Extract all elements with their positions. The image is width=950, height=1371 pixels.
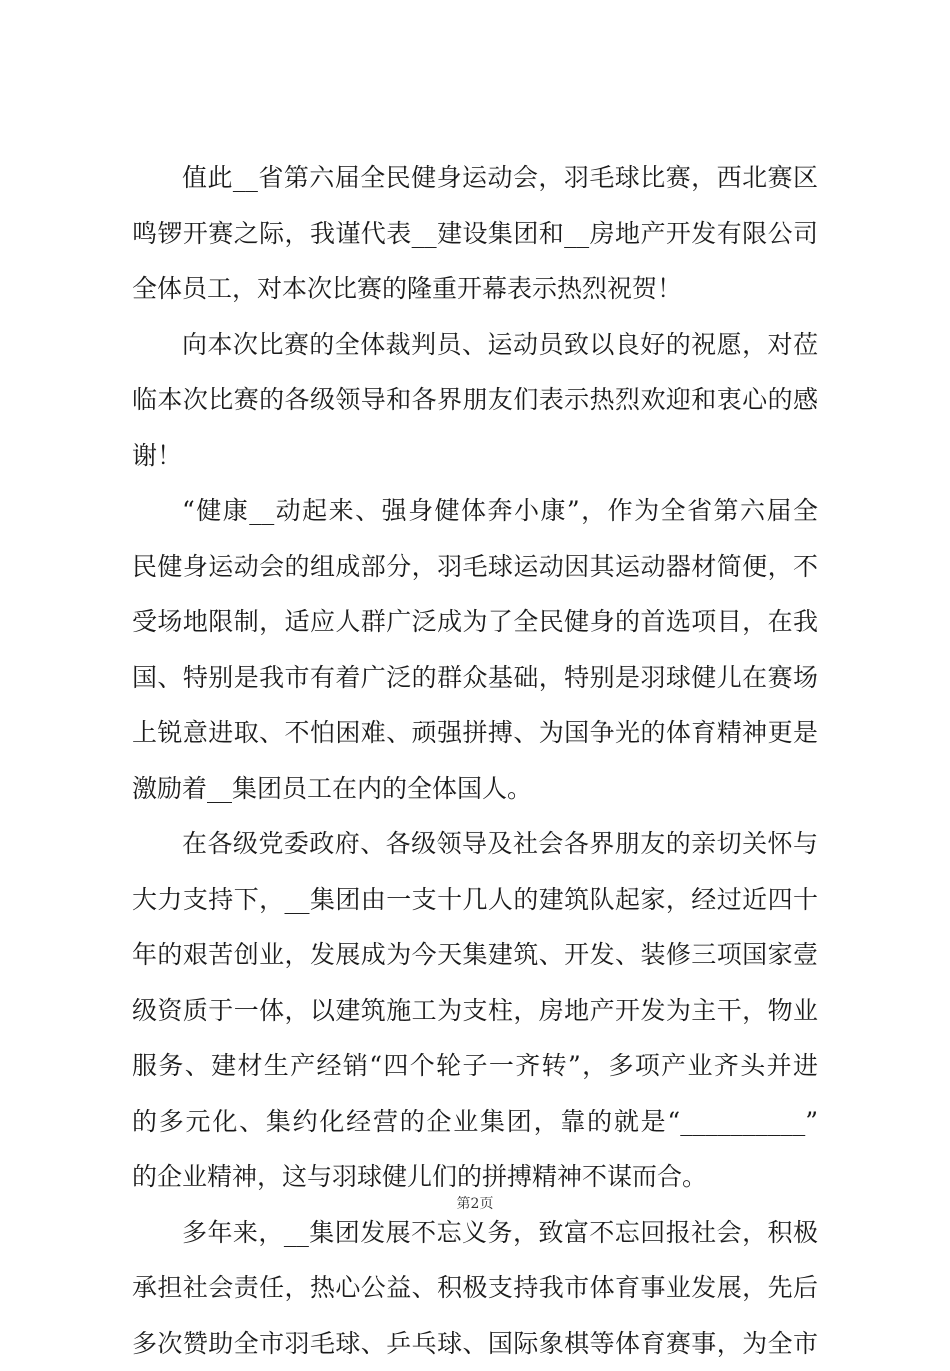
text-line: 值此__省第六届全民健身运动会，羽毛球比赛，西北赛区 <box>132 150 818 206</box>
paragraph-group-history <box>132 816 818 1205</box>
text-line: 多次赞助全市羽毛球、乒乓球、国际象棋等体育赛事，为全市 <box>132 1316 818 1371</box>
text-line: 承担社会责任，热心公益、积极支持我市体育事业发展，先后 <box>132 1260 818 1316</box>
paragraph-badminton <box>132 483 818 816</box>
text-line: 全体员工，对本次比赛的隆重开幕表示热烈祝贺！ <box>132 261 818 317</box>
text-line: 年的艰苦创业，发展成为今天集建筑、开发、装修三项国家壹 <box>132 927 818 983</box>
text-line: “健康__动起来、强身健体奔小康”，作为全省第六届全 <box>132 483 818 539</box>
text-line: 鸣锣开赛之际，我谨代表__建设集团和__房地产开发有限公司 <box>132 206 818 262</box>
text-line: 多年来，__集团发展不忘义务，致富不忘回报社会，积极 <box>132 1205 818 1261</box>
text-line: 上锐意进取、不怕困难、顽强拼搏、为国争光的体育精神更是 <box>132 705 818 761</box>
text-line: 临本次比赛的各级领导和各界朋友们表示热烈欢迎和衷心的感 <box>132 372 818 428</box>
text-line: 服务、建材生产经销“四个轮子一齐转”，多项产业齐头并进 <box>132 1038 818 1094</box>
text-line: 国、特别是我市有着广泛的群众基础，特别是羽球健儿在赛场 <box>132 650 818 706</box>
text-line: 民健身运动会的组成部分，羽毛球运动因其运动器材简便，不 <box>132 539 818 595</box>
text-line: 的多元化、集约化经营的企业集团，靠的就是“__________” <box>132 1094 818 1150</box>
text-line: 谢！ <box>132 428 818 484</box>
page-number: 第2页 <box>0 1193 950 1213</box>
text-line: 激励着__集团员工在内的全体国人。 <box>132 761 818 817</box>
paragraph-opening <box>132 150 818 317</box>
paragraph-wishes <box>132 317 818 484</box>
text-line: 大力支持下，__集团由一支十几人的建筑队起家，经过近四十 <box>132 872 818 928</box>
document-body <box>132 150 818 1371</box>
paragraph-social-responsibility <box>132 1205 818 1371</box>
text-line: 级资质于一体，以建筑施工为支柱，房地产开发为主干，物业 <box>132 983 818 1039</box>
text-line: 受场地限制，适应人群广泛成为了全民健身的首选项目，在我 <box>132 594 818 650</box>
text-line: 向本次比赛的全体裁判员、运动员致以良好的祝愿，对莅 <box>132 317 818 373</box>
text-line: 在各级党委政府、各级领导及社会各界朋友的亲切关怀与 <box>132 816 818 872</box>
text-line: 的企业精神，这与羽球健儿们的拼搏精神不谋而合。 <box>132 1149 818 1205</box>
